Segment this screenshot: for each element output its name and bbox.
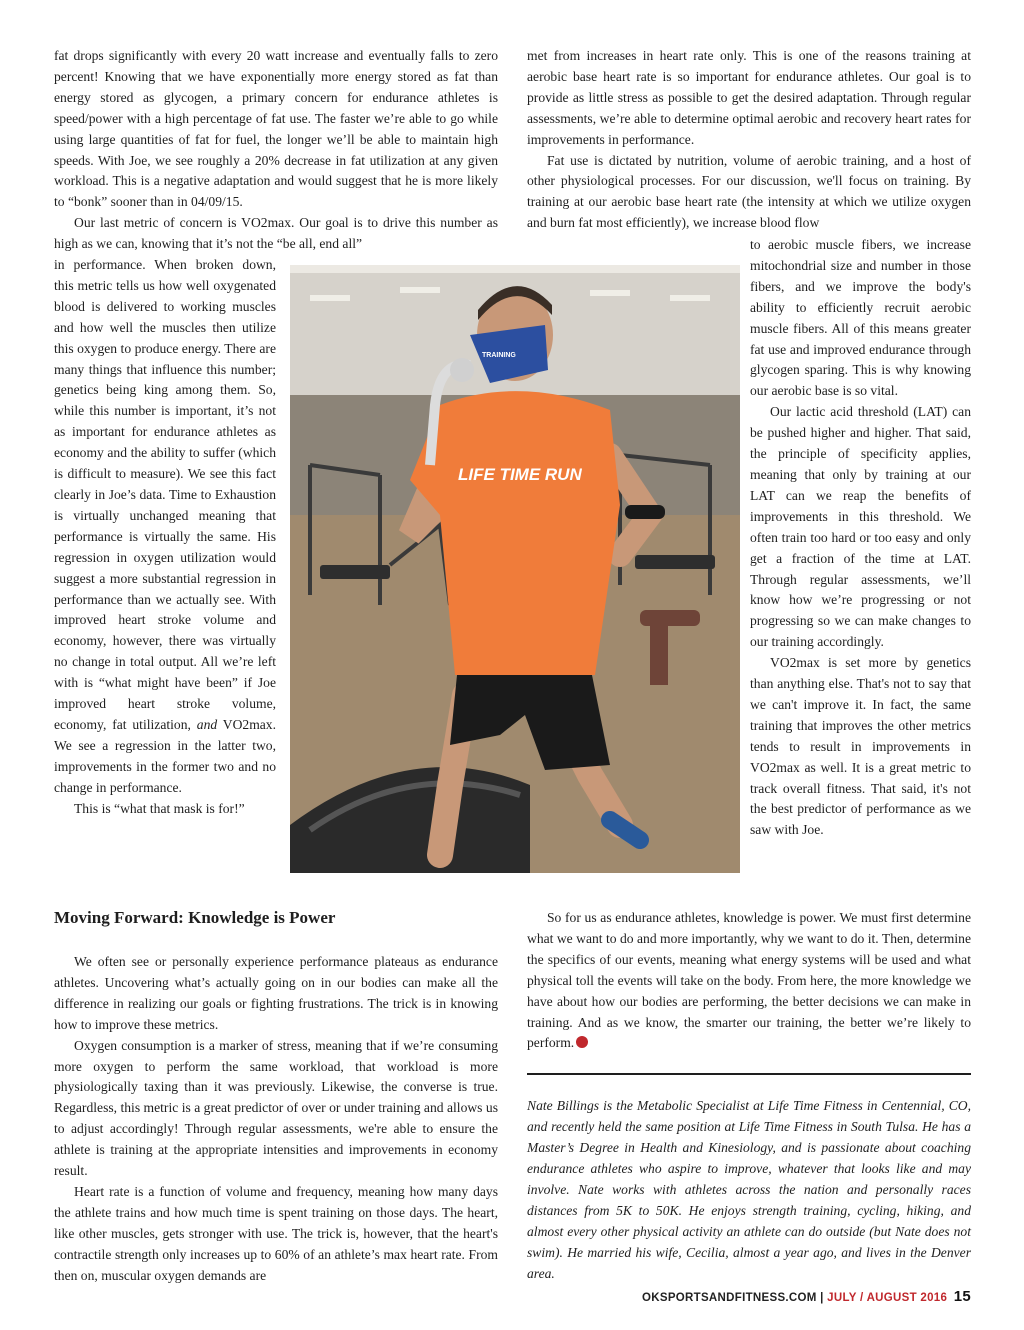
author-bio: Nate Billings is the Metabolic Specialist at Life Time Fitness in Centennial, CO, and recently held the same position at Life Time Fitness in South Tulsa. He has a Master’s Degree in Health and Kinesiology, and is passionate about coaching endurance athletes who aspire to improve, whatever that looks like and may involve. Nate works with athletes across the nation and personally races distances from 5K to 50K. He enjoys strength training, cycling, hiking, and almost every other physical activity an athlete can do outside (but Nate does not swim). He married his wife, Cecilia, almost a year ago, and lives in the Denver area.: [527, 1098, 971, 1281]
paragraph: This is “what that mask is for!”: [74, 800, 245, 816]
paragraph: to aerobic muscle fibers, we increase mitochondrial size and number in those fibers, and we improve the body's ability to efficiently recruit aerobic muscle fibers. All of this means greater fat use and improved endurance through glycogen sparing. This is why knowing our aerobic base is so vital.: [750, 237, 971, 399]
emphasis: and: [196, 716, 218, 732]
text-run: VO2max. We see a regression in the latter two, improvements in the former two and no change in performance.: [54, 716, 276, 795]
footer-issue: JULY / AUGUST 2016: [827, 1292, 948, 1304]
right-column-bottom: [527, 908, 971, 1054]
right-column-wrap: [750, 235, 971, 841]
left-column-bottom: [54, 952, 498, 1287]
runner-photo: [290, 265, 740, 873]
divider: [527, 1073, 971, 1075]
runner-illustration: [290, 265, 740, 873]
footer-site: OKSPORTSANDFITNESS.COM: [642, 1292, 817, 1304]
paragraph: Our lactic acid threshold (LAT) can be pushed higher and higher. That said, the principle of specificity applies, meaning that only by training at our LAT can we reap the benefits of improvements in this threshold. We often train too hard or too easy and only get a fraction of the time at LAT. Through regular assessments, we’ll know how we’re progressing or not progressing so we can make changes to our training accordingly.: [750, 404, 971, 650]
paragraph: [54, 255, 276, 799]
left-column-wrap: [54, 255, 276, 819]
paragraph: We often see or personally experience performance plateaus as endurance athletes. Uncovering what’s actually going on in our bodies can make all the difference in realizing our goals or fighting frustrations. The trick is in knowing how to improve these metrics.: [54, 954, 498, 1032]
paragraph: met from increases in heart rate only. This is one of the reasons training at aerobic base heart rate is so important for endurance athletes. Our goal is to provide as little stress as possible to get the desired adaptation. Through regular assessments, we’re able to determine optimal aerobic and recovery heart rates for improvements in performance.: [527, 48, 971, 147]
page-footer: [642, 1288, 971, 1305]
mask-text: TRAINING: [482, 352, 516, 359]
paragraph: [527, 908, 971, 1054]
paragraph: Heart rate is a function of volume and frequency, meaning how many days the athlete trains and how much time is spent training on those days. The heart, like other muscles, gets stronger with use. The trick is, however, that the heart's contractile strength only increases up to 60% of an athlete’s max heart rate. From then on, muscular oxygen demands are: [54, 1183, 498, 1283]
paragraph: Fat use is dictated by nutrition, volume of aerobic training, and a host of other physiological processes. For our discussion, we'll focus on training. By training at our aerobic base heart rate (the intensity at which we utilize oxygen and burn fat most efficiently), we increase blood flow: [527, 152, 971, 231]
left-column-top: [54, 46, 498, 255]
end-mark-icon: [576, 1036, 588, 1048]
paragraph: VO2max is set more by genetics than anything else. That's not to say that we can't improve it. In fact, the same training that improves the other metrics tends to result in improvements in VO2max as well. It is a great metric to track overall fitness. That said, it's not the best predictor of performance as we saw with Joe.: [750, 655, 971, 838]
paragraph: Oxygen consumption is a marker of stress, meaning that if we’re consuming more oxygen to perform the same workload, that workload is more physiologically taxing than it was previously. Likewise, the converse is true. Regardless, this metric is a great predictor of over or under training and allows us to adjust accordingly! Through regular assessments, we're able to ensure the athlete is training at the appropriate intensities and improvements in economy result.: [54, 1037, 498, 1179]
page-number: 15: [953, 1288, 971, 1305]
right-column-top: [527, 46, 971, 234]
text-run: in performance. When broken down, this metric tells us how well oxygenated blood is delivered to working muscles and how well the muscles then utilize this oxygen to produce energy. There are many things that influence this number; genetics being king among them. So, while this number is important, it’s not as important for endurance athletes as economy and the ability to suffer (which is difficult to measure). We see this fact clearly in Joe’s data. Time to Exhaustion is virtually unchanged meaning that performance is virtually the same. His regression in oxygen utilization would suggest a more substantial regression in performance than we actually see. With improved heart stroke volume and economy, however, there was virtually no change in total output. All we’re left with is “what might have been” if Joe improved heart stroke volume, economy, fat utilization,: [54, 257, 276, 732]
section-heading: Moving Forward: Knowledge is Power: [54, 908, 336, 927]
paragraph: fat drops significantly with every 20 watt increase and eventually falls to zero percent! Knowing that we have exponentially more energy stored as fat than energy stored as glycogen, a primary concern for endurance athletes is speed/power with a high percentage of fat use. The faster we’re able to go while using large quantities of fat for fuel, the longer we’ll be able to maintain high speeds. With Joe, we see roughly a 20% decrease in fat utilization at any given workload. This is a negative adaptation and would suggest that he is more likely to “bonk” sooner than in 04/09/15.: [54, 48, 498, 210]
shirt-text: LIFE TIME RUN: [458, 465, 582, 484]
text-run: So for us as endurance athletes, knowledge is power. We must first determine what we want to do and more importantly, why we want to do it. Then, determine the specifics of our events, meaning what energy systems will be used and what physical toll the events will take on the body. From here, the more knowledge we have about how our bodies are performing, the better decisions we can make in training. And as we know, the smarter our training, the better we’re likely to perform.: [527, 910, 971, 1051]
footer-separator: |: [820, 1292, 824, 1304]
paragraph: Our last metric of concern is VO2max. Our goal is to drive this number as high as we can, knowing that it’s not the “be all, end all”: [54, 215, 498, 252]
